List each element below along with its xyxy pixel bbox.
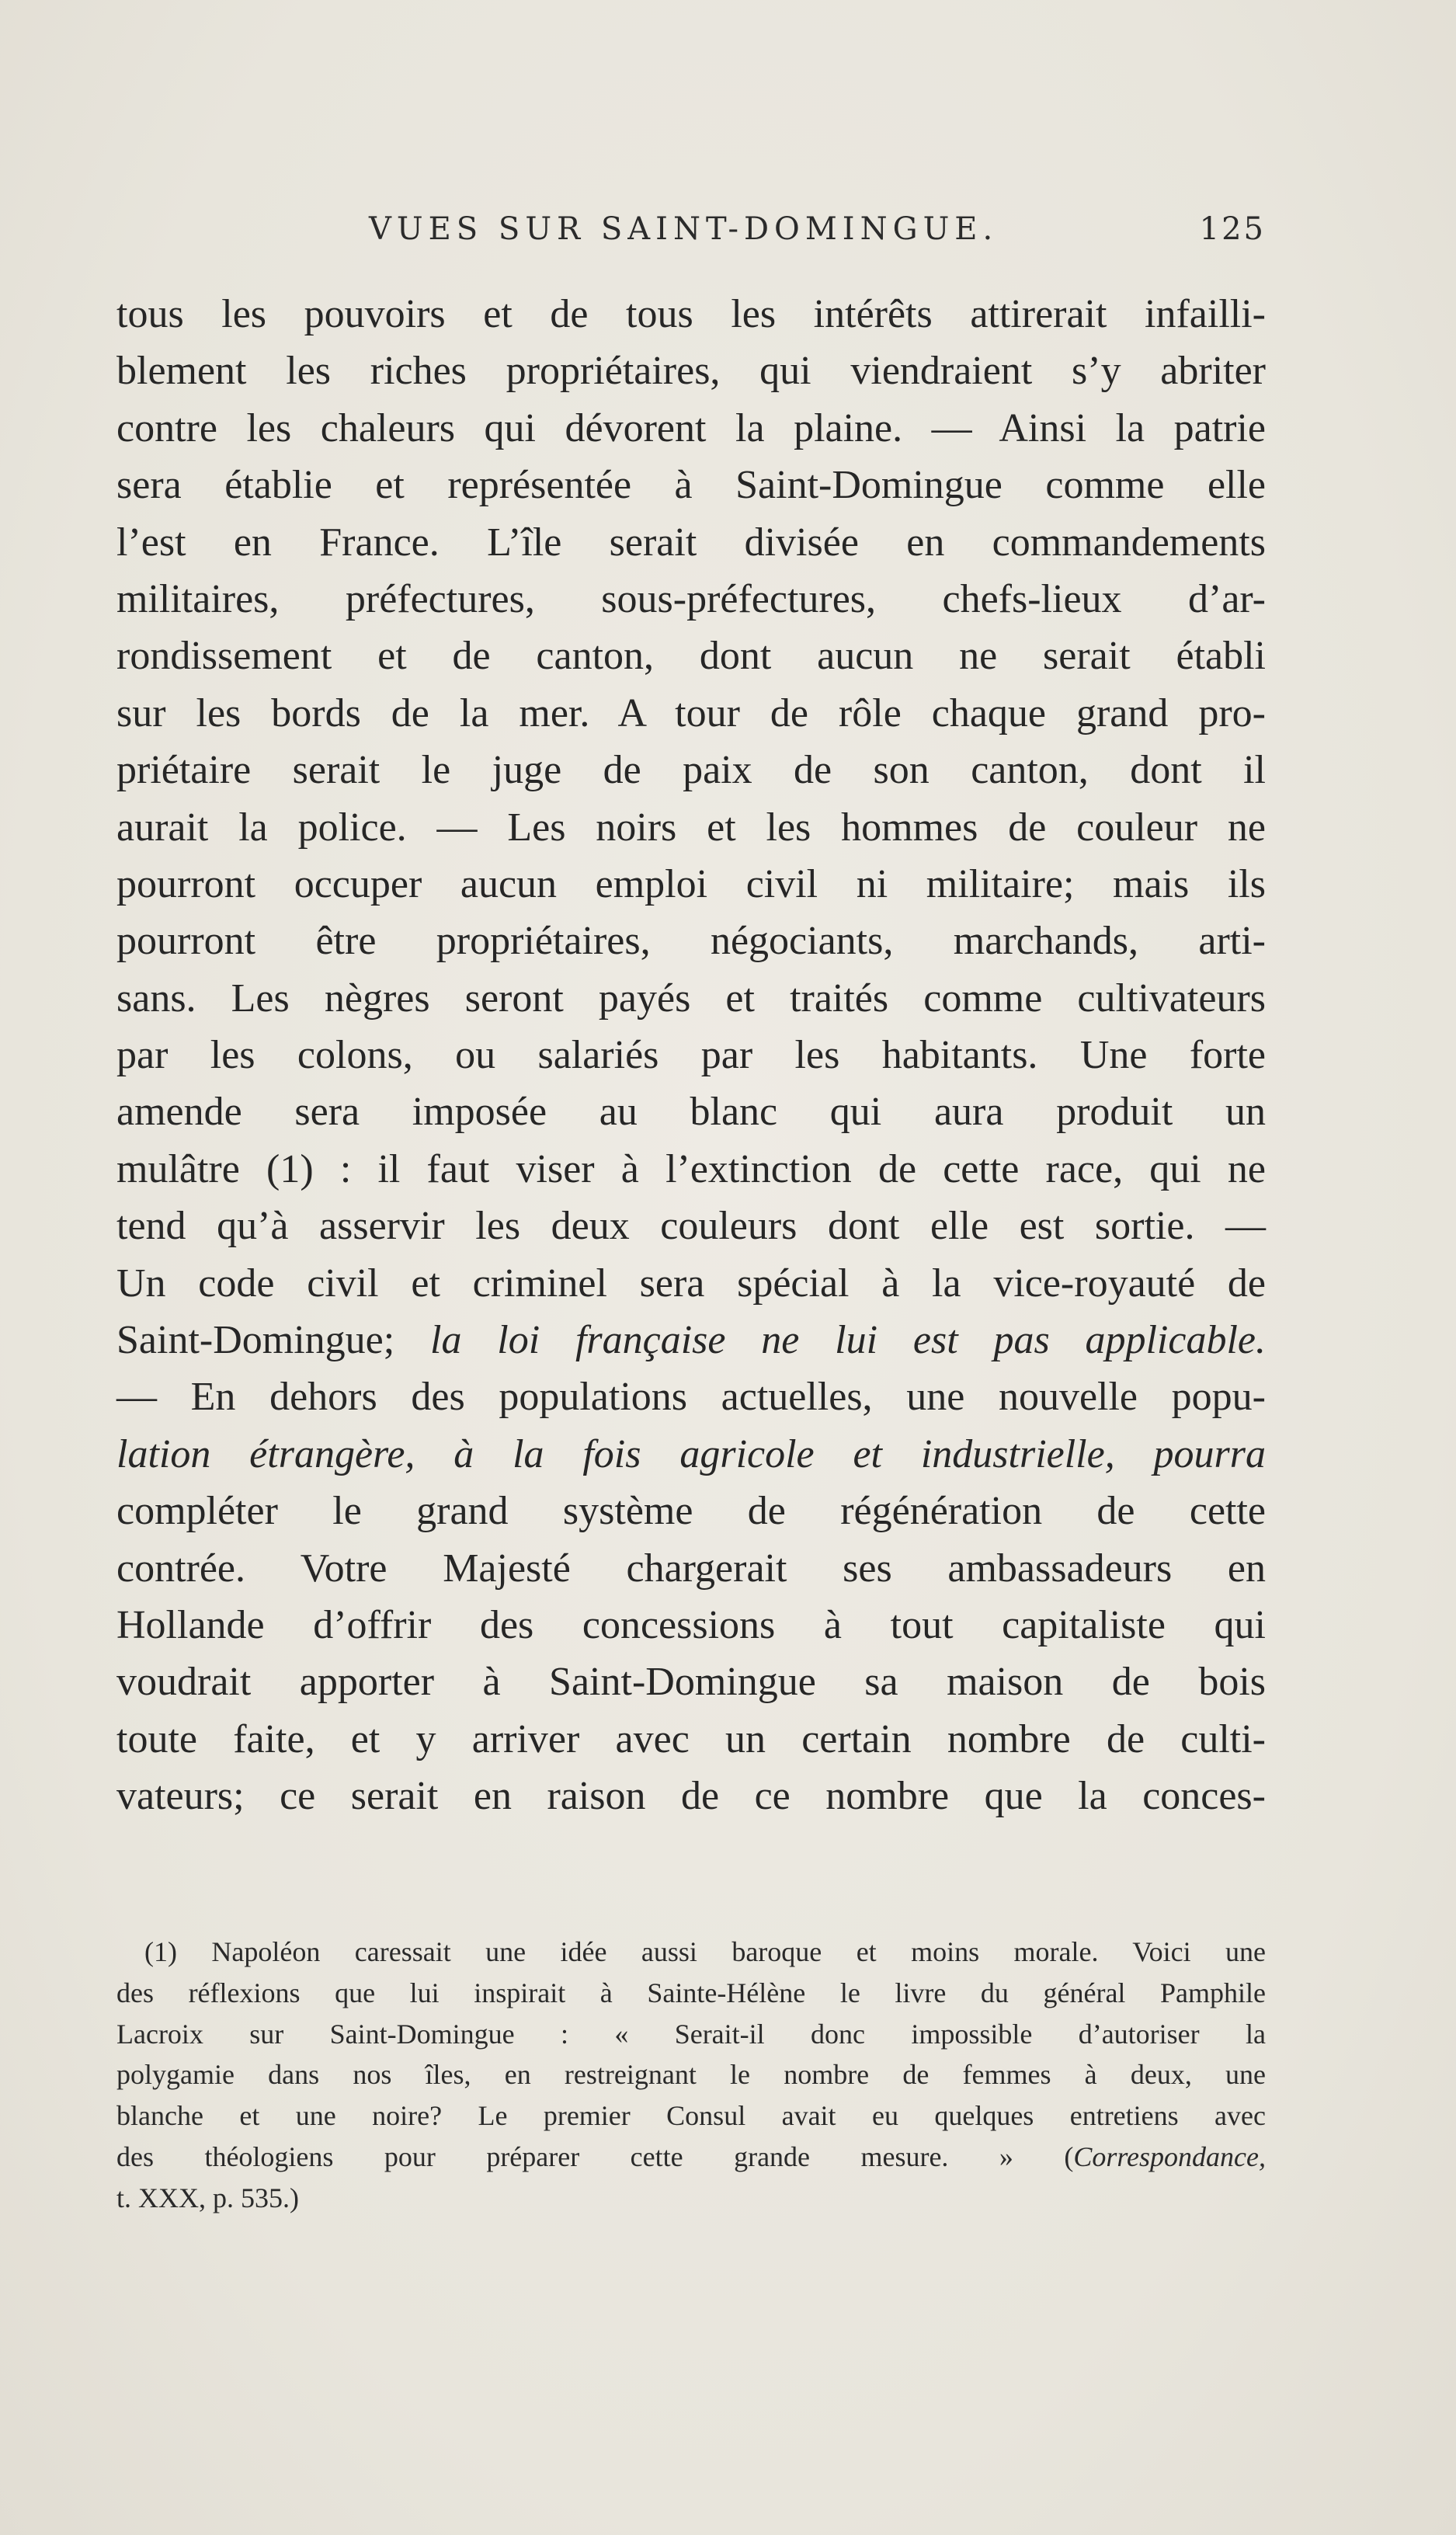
text-line: sera établie et représentée à Saint-Domingue comme elle bbox=[116, 463, 1266, 508]
footnote-line: polygamie dans nos îles, en restreignant le nombre de femmes à deux, une bbox=[116, 2059, 1266, 2091]
text-line bbox=[116, 1312, 1266, 1368]
footnote-line bbox=[116, 2137, 1266, 2178]
text-line: voudrait apporter à Saint-Domingue sa maison de bois bbox=[116, 1660, 1266, 1705]
text-line: blement les riches propriétaires, qui viendraient s’y abriter bbox=[116, 349, 1266, 394]
running-title: VUES SUR SAINT-DOMINGUE. bbox=[369, 211, 999, 247]
text-span: Saint-Domingue; bbox=[116, 1318, 395, 1363]
text-line: compléter le grand système de régénération de cette bbox=[116, 1489, 1266, 1534]
body-text bbox=[116, 286, 1266, 1825]
text-line: pourront être propriétaires, négociants, marchands, arti- bbox=[116, 919, 1266, 964]
text-line: priétaire serait le juge de paix de son canton, dont il bbox=[116, 748, 1266, 793]
text-line: toute faite, et y arriver avec un certain nombre de culti- bbox=[116, 1716, 1266, 1761]
text-line: lation étrangère, à la fois agricole et industrielle, pourra bbox=[116, 1431, 1266, 1476]
text-line: par les colons, ou salariés par les habitants. Une forte bbox=[116, 1033, 1266, 1078]
text-line: — En dehors des populations actuelles, une nouvelle popu- bbox=[116, 1375, 1266, 1420]
footnote-line: des réflexions que lui inspirait à Sainte-Hélène le livre du général Pamphile bbox=[116, 1977, 1266, 2008]
footnote-line: blanche et une noire? Le premier Consul avait eu quelques entretiens avec bbox=[116, 2100, 1266, 2132]
text-line: rondissement et de canton, dont aucun ne serait établi bbox=[116, 634, 1266, 679]
italic-span: la loi française ne lui est pas applicable. bbox=[394, 1318, 1266, 1363]
text-line: contrée. Votre Majesté chargerait ses ambassadeurs en bbox=[116, 1546, 1266, 1591]
text-line: sans. Les nègres seront payés et traités comme cultivateurs bbox=[116, 975, 1266, 1021]
text-line: pourront occuper aucun emploi civil ni militaire; mais ils bbox=[116, 861, 1266, 906]
text-line: amende sera imposée au blanc qui aura produit un bbox=[116, 1090, 1266, 1135]
text-line: contre les chaleurs qui dévorent la plaine. — Ainsi la patrie bbox=[116, 405, 1266, 450]
citation-paren: ( bbox=[1064, 2140, 1074, 2172]
text-line: l’est en France. L’île serait divisée en commandements bbox=[116, 520, 1266, 565]
footnote bbox=[116, 1932, 1266, 2219]
text-line: Un code civil et criminel sera spécial à la vice-royauté de bbox=[116, 1261, 1266, 1306]
text-line: Hollande d’offrir des concessions à tout capitaliste qui bbox=[116, 1602, 1266, 1647]
text-line: tend qu’à asservir les deux couleurs dont elle est sortie. — bbox=[116, 1204, 1266, 1249]
footnote-line: t. XXX, p. 535.) bbox=[116, 2182, 299, 2213]
footnote-line: (1) Napoléon caressait une idée aussi baroque et moins morale. Voici une bbox=[144, 1936, 1266, 1967]
page-number: 125 bbox=[1199, 211, 1266, 247]
text-line: tous les pouvoirs et de tous les intérêts attirerait infailli- bbox=[116, 292, 1266, 336]
text-line: aurait la police. — Les noirs et les hommes de couleur ne bbox=[116, 805, 1266, 850]
text-line: vateurs; ce serait en raison de ce nombre que la conces- bbox=[116, 1774, 1266, 1819]
text-line: militaires, préfectures, sous-préfectures, chefs-lieux d’ar- bbox=[116, 576, 1266, 621]
citation-title: Correspondance, bbox=[1073, 2140, 1266, 2172]
footnote-text: des théologiens pour préparer cette grande mesure. » bbox=[116, 2140, 1013, 2172]
text-line: mulâtre (1) : il faut viser à l’extinction de cette race, qui ne bbox=[116, 1146, 1266, 1191]
footnote-line: Lacroix sur Saint-Domingue : « Serait-il donc impossible d’autoriser la bbox=[116, 2018, 1266, 2050]
page-header bbox=[116, 211, 1266, 258]
text-line: sur les bords de la mer. A tour de rôle chaque grand pro- bbox=[116, 690, 1266, 735]
